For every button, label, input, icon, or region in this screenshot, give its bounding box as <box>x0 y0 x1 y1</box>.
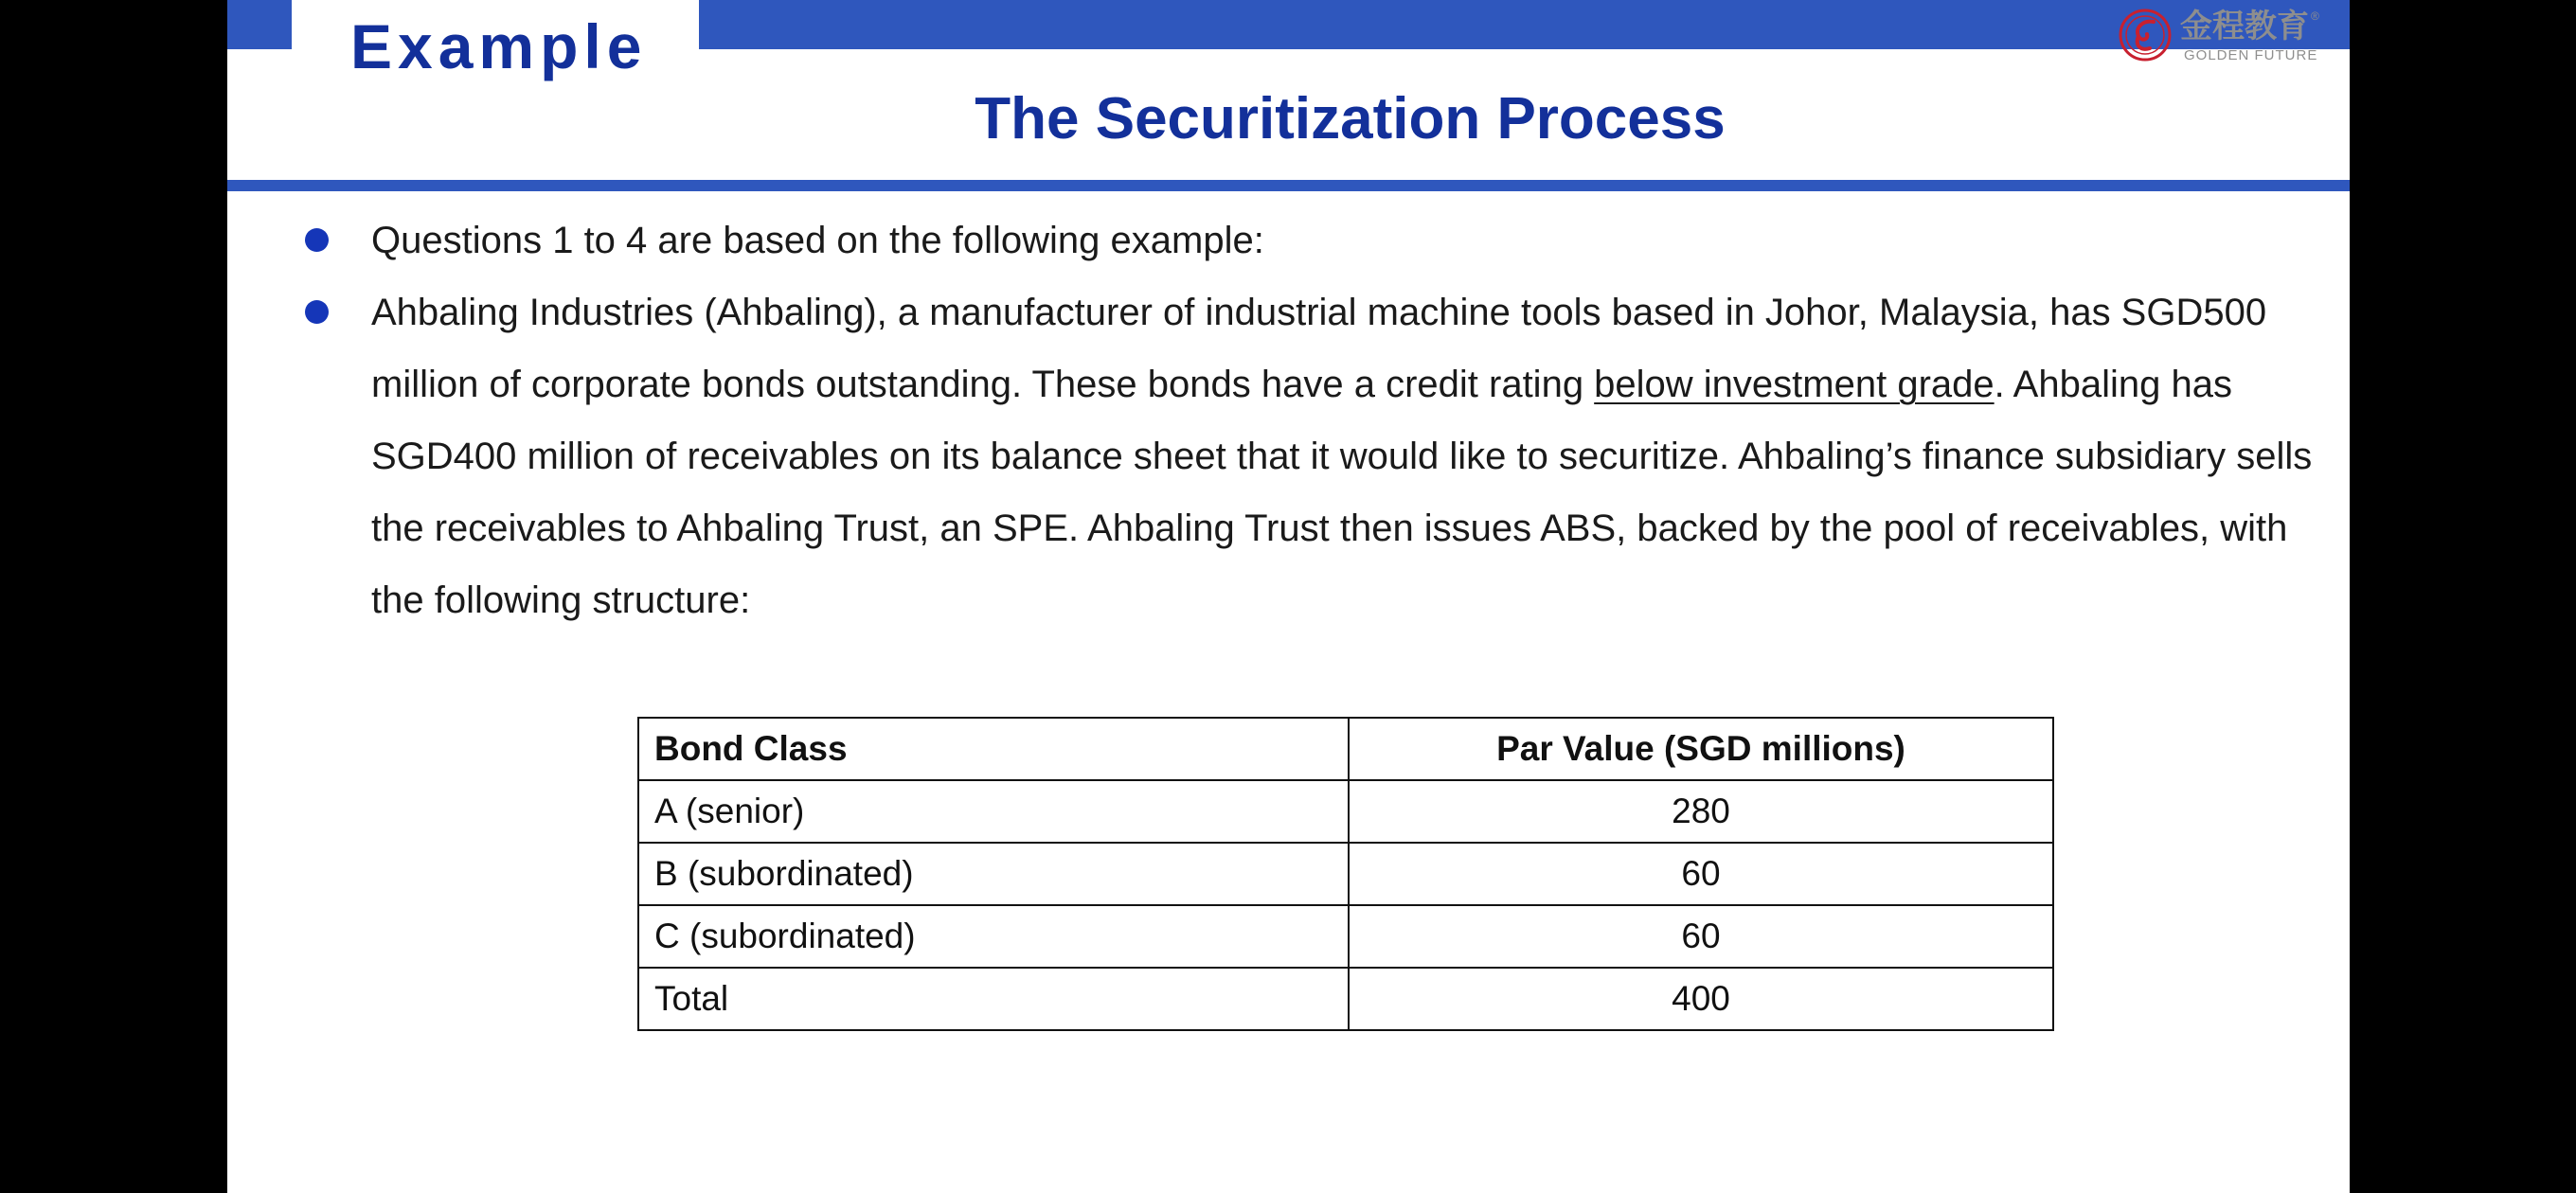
cell-par-value: 280 <box>1349 780 2053 843</box>
table-header-row <box>638 718 2053 780</box>
slide <box>227 0 2350 1193</box>
logo-english-text: GOLDEN FUTURE <box>2184 47 2318 63</box>
underlined-term: below investment grade <box>1594 364 1995 405</box>
logo-seal-icon <box>2118 8 2173 62</box>
bullet-text: Questions 1 to 4 are based on the following example: <box>371 220 1264 261</box>
cell-bond-class: C (subordinated) <box>638 905 1349 968</box>
table-row-total <box>638 968 2053 1030</box>
bullet-list <box>305 205 2313 636</box>
cell-bond-class: A (senior) <box>638 780 1349 843</box>
cell-par-value: 60 <box>1349 843 2053 905</box>
table-row <box>638 843 2053 905</box>
title-divider <box>227 180 2350 191</box>
header-bond-class: Bond Class <box>638 718 1349 780</box>
cell-par-value: 400 <box>1349 968 2053 1030</box>
cell-par-value: 60 <box>1349 905 2053 968</box>
bullet-text-part: Ahbaling Industries (Ahbaling), a manufacturer of industrial machine tools based in Johor, Malaysia, has SGD500 million of corporate bonds outstanding. These bonds have a credit rating <box>371 292 2267 405</box>
bond-structure-table <box>637 717 2054 1031</box>
company-logo <box>2118 8 2345 70</box>
bullet-dot-icon <box>305 228 329 252</box>
bullet-item <box>305 276 2313 636</box>
header-par-value: Par Value (SGD millions) <box>1349 718 2053 780</box>
logo-chinese-text: 金程教育 <box>2180 9 2309 45</box>
table-row <box>638 905 2053 968</box>
logo-registered-mark: ® <box>2311 9 2319 23</box>
slide-title: The Securitization Process <box>975 86 1726 151</box>
cell-bond-class: Total <box>638 968 1349 1030</box>
cell-bond-class: B (subordinated) <box>638 843 1349 905</box>
bullet-dot-icon <box>305 300 329 324</box>
bullet-item <box>305 205 2313 276</box>
bullet-text-part: . Ahbaling has SGD400 million of receivables on its balance sheet that it would like to securitize. Ahbaling’s finance subsidiary sells the receivables to Ahbaling Trust, an SPE. Ahbaling Trust then issues ABS, backed by the pool of receivables, with the following structure: <box>371 364 2313 621</box>
table-row <box>638 780 2053 843</box>
section-label: Example <box>350 11 648 81</box>
